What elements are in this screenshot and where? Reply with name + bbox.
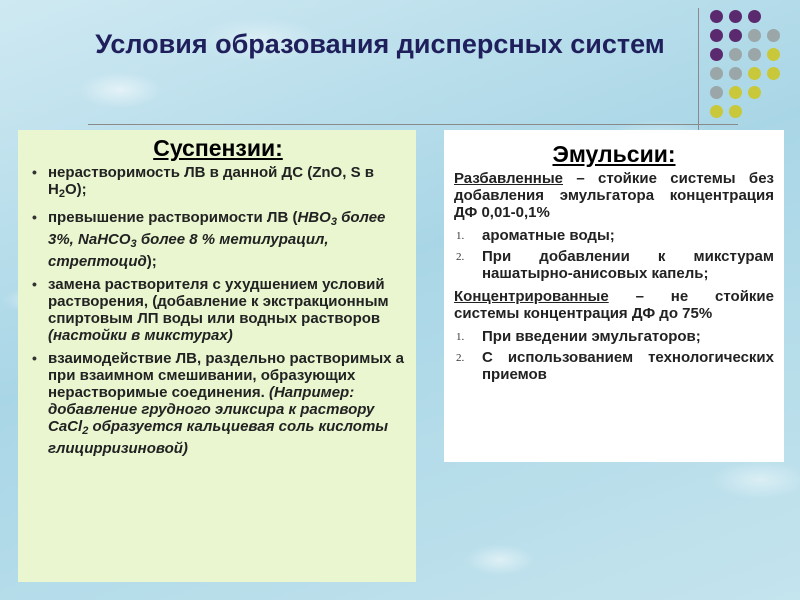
- item-text: нерастворимость ЛВ в данной ДС (ZnO, S в H: [48, 164, 374, 198]
- diluted-definition: [454, 170, 774, 221]
- item-italic: (настойки в микстурах): [48, 327, 233, 344]
- decorative-dot: [767, 67, 780, 80]
- list-item: [454, 248, 774, 282]
- list-item: [28, 209, 408, 270]
- suspensions-panel: [18, 130, 416, 582]
- decorative-dot: [729, 67, 742, 80]
- decorative-dot: [767, 48, 780, 61]
- decorative-dot-grid: [706, 8, 794, 124]
- decorative-dot: [748, 67, 761, 80]
- item-text: );: [146, 253, 157, 270]
- suspensions-list: [28, 164, 408, 457]
- item-italic: HBO: [297, 209, 331, 226]
- decorative-dot: [710, 105, 723, 118]
- decorative-dot: [748, 29, 761, 42]
- decorative-dot: [767, 29, 780, 42]
- subscript: 3: [130, 238, 137, 250]
- list-item: [454, 328, 774, 345]
- decorative-dot: [710, 29, 723, 42]
- decorative-dot: [748, 10, 761, 23]
- item-italic: образуется кальциевая соль кислоты глицирризиновой): [48, 418, 389, 457]
- decorative-dot: [748, 86, 761, 99]
- item-text: При добавлении к микстурам нашатырно-анисовых капель;: [482, 248, 774, 282]
- decorative-dot: [710, 10, 723, 23]
- emulsions-heading: Эмульсии:: [552, 141, 676, 167]
- item-number: 1.: [456, 331, 465, 343]
- term-concentrated: Концентрированные: [454, 288, 609, 305]
- decorative-horizontal-line: [88, 124, 738, 125]
- definition-text: – не стойкие системы концентрация ДФ до 75%: [454, 288, 774, 322]
- term-diluted: Разбавленные: [454, 170, 563, 187]
- item-text: замена растворителя с ухудшением условий растворения, (добавление к экстракционным спиртовым ЛП воды или водных растворов: [48, 276, 389, 327]
- slide-title: Условия образования дисперсных систем: [95, 29, 665, 59]
- decorative-dot: [710, 48, 723, 61]
- decorative-dot: [729, 86, 742, 99]
- item-number: 1.: [456, 230, 465, 242]
- item-italic: более 3%, NaHCO: [48, 209, 386, 248]
- concentrated-definition: [454, 288, 774, 322]
- item-number: 2.: [456, 251, 465, 263]
- item-text: С использованием технологических приемов: [482, 349, 774, 383]
- decorative-dot: [729, 48, 742, 61]
- list-item: [454, 227, 774, 244]
- decorative-dot: [729, 10, 742, 23]
- decorative-dot: [729, 29, 742, 42]
- decorative-dot: [748, 48, 761, 61]
- list-item: [28, 276, 408, 344]
- diluted-list: [454, 227, 774, 282]
- definition-text: – стойкие системы без добавления эмульгатора концентрация ДФ 0,01-0,1%: [454, 170, 774, 221]
- subscript: 2: [82, 425, 89, 437]
- item-number: 2.: [456, 352, 465, 364]
- item-text: ароматные воды;: [482, 227, 615, 244]
- concentrated-list: [454, 328, 774, 383]
- subscript: 2: [58, 188, 65, 200]
- item-text: превышение растворимости ЛВ (: [48, 209, 298, 226]
- item-text: взаимодействие ЛВ, раздельно растворимых а при взаимном смешивании, образующих нерастворимые соединения.: [48, 350, 404, 401]
- item-italic: более 8 % метилурацил, стрептоцид: [48, 231, 329, 270]
- decorative-dot: [729, 105, 742, 118]
- decorative-dot: [710, 67, 723, 80]
- suspensions-heading: Суспензии:: [153, 135, 283, 161]
- list-item: [28, 164, 408, 203]
- list-item: [454, 349, 774, 383]
- decorative-dot: [710, 86, 723, 99]
- list-item: [28, 350, 408, 457]
- item-text: O);: [64, 181, 87, 198]
- item-text: При введении эмульгаторов;: [482, 328, 701, 345]
- emulsions-panel: [444, 130, 784, 462]
- subscript: 3: [330, 216, 337, 228]
- item-italic: (Например: добавление грудного эликсира к раствору CaCl: [48, 384, 375, 435]
